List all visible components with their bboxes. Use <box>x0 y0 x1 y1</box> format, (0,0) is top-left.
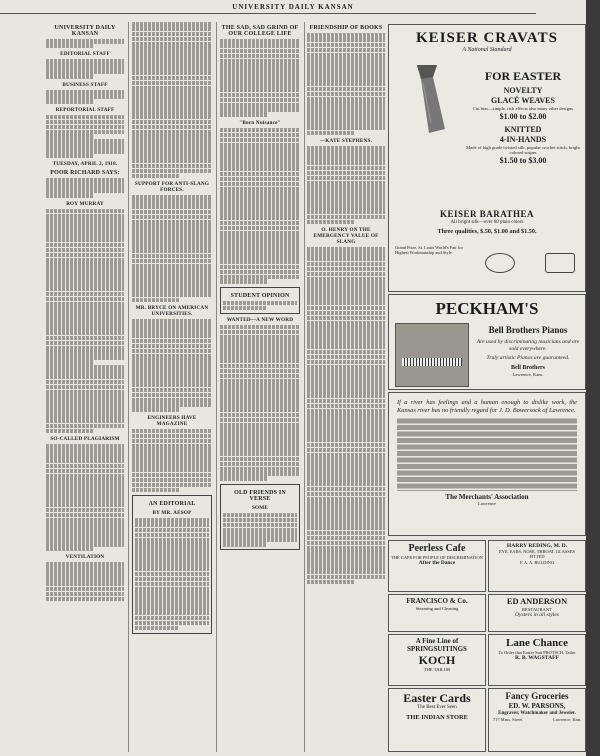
keiser-barathea: KEISER BARATHEA <box>439 209 535 219</box>
headline-ventilation: VENTILATION <box>65 554 105 561</box>
keiser-trademark-icon <box>545 253 575 273</box>
indian-store: THE INDIAN STORE <box>406 714 468 721</box>
merchants-town: Lawrence <box>477 501 497 507</box>
reding-sub: EYE, EARS, NOSE, THROAT. GLASSES FITTED <box>499 549 575 560</box>
section-business: BUSINESS STAFF <box>62 81 108 88</box>
merchants-association-ad <box>388 392 586 536</box>
peerless-cafe-ad <box>388 540 486 592</box>
keiser-glace-desc: Cut bias—simple, rich effects also many other designs <box>472 106 574 111</box>
easter-cards-ad <box>388 688 486 752</box>
keiser-dealer: Grand Prize, St. Louis World's Fair for Highest Workmanship and Style <box>395 245 463 256</box>
fancy-groceries-ad <box>488 688 586 752</box>
headline-sad-grind: THE SAD, SAD GRIND OF OUR COLLEGE LIFE <box>221 25 299 37</box>
anderson-oysters: Oysters in all styles <box>515 612 559 618</box>
column-2 <box>132 22 212 752</box>
section-editorial: EDITORIAL STAFF <box>60 51 110 58</box>
anderson-title: ED ANDERSON <box>506 597 568 606</box>
merchants-body: If a river has feelings and a human enough to dislike work, the Kansas river has no friendly regard for J. D. Bowersock of Lawrence. <box>397 399 577 414</box>
reding-ad <box>488 540 586 592</box>
editorial-box <box>132 495 212 633</box>
keiser-price-3: Three qualities, $.50, $1.00 and $1.50. <box>437 228 537 235</box>
keiser-barathea-desc: All bright silk—over 60 plain colors <box>450 220 524 225</box>
koch-tailor-ad <box>388 634 486 686</box>
parsons-name: ED. W. PARSONS, <box>508 702 566 710</box>
keiser-glace: GLACÉ WEAVES <box>491 96 555 105</box>
fancy-title: Fancy Groceries <box>505 691 569 701</box>
parsons-addr: 717 Mass. Street <box>493 717 523 723</box>
byline-kate-stephens: —KATE STEPHENS. <box>319 138 373 145</box>
easter-cards-sub: The Best Ever Seen <box>417 705 457 710</box>
headline-o-henry: O. HENRY ON THE EMERGENCY VALUE OF SLANG <box>313 227 379 246</box>
koch-sub: THE TAILOR <box>423 666 451 672</box>
keiser-sub: A National Standard <box>462 47 512 53</box>
keiser-price-2: $1.50 to $3.00 <box>499 155 547 165</box>
peerless-title: Peerless Cafe <box>408 543 466 554</box>
section-reportorial: REPORTORIAL STAFF <box>55 106 115 113</box>
keiser-knitted-desc: Made of high grade twisted silk, popular crochet stitch, bright colored stripes <box>466 144 580 156</box>
lane-chance-ad <box>488 634 586 686</box>
peckham-brand: Bell Brothers Pianos <box>488 325 568 335</box>
easter-cards-title: Easter Cards <box>403 691 471 705</box>
parsons-sub: Engraver, Watchmaker and Jeweler. <box>498 711 576 716</box>
headline-friendship-books: FRIENDSHIP OF BOOKS <box>309 25 383 31</box>
koch-name: KOCH <box>418 652 456 667</box>
column-1 <box>46 22 124 752</box>
headline-new-word: WANTED—A NEW WORD <box>226 316 294 323</box>
peckham-town: Lawrence, Kans. <box>512 371 544 377</box>
peckham-line1: Are used by discriminating musicians and are sold everywhere. <box>476 339 580 352</box>
keiser-medal-icon <box>485 253 515 273</box>
editorial-head: AN EDITORIAL <box>148 501 196 508</box>
peckham-line2: Truly artistic Pianos are guaranteed. <box>486 355 570 362</box>
headline-born-nuisance: "Born Nuisance" <box>239 119 281 126</box>
binding-edge <box>586 0 600 756</box>
peerless-line: After the Dance <box>418 560 456 567</box>
keiser-cravats-ad <box>388 24 586 292</box>
headline-engineers: ENGINEERS HAVE MAGAZINE <box>147 414 197 427</box>
headline-student-opinion: STUDENT OPINION <box>230 292 290 299</box>
headline-anti-slang: SUPPORT FOR ANTI-SLANG FORCES. <box>134 181 210 194</box>
peckham-sig: Bell Brothers <box>510 364 546 371</box>
keiser-for-easter: FOR EASTER <box>484 69 562 83</box>
keiser-novelty: NOVELTY <box>503 86 543 95</box>
francisco-ad <box>388 594 486 632</box>
column-3 <box>220 22 300 752</box>
peckham-title: PECKHAM'S <box>435 299 539 318</box>
francisco-sub: Steaming and Cleaning <box>415 606 459 611</box>
reding-name: F. A. A. RULDING <box>519 559 555 565</box>
ed-anderson-ad <box>488 594 586 632</box>
column-4 <box>307 22 385 752</box>
piano-illustration <box>395 323 469 387</box>
peckhams-ad <box>388 294 586 390</box>
verse-sub: SOME <box>251 504 269 511</box>
cravat-illustration <box>399 63 455 133</box>
lane-sub: To Order that Easter Suit PROTSCH, Tailor <box>498 650 576 655</box>
paper-name: UNIVERSITY DAILY KANSAN <box>54 25 116 37</box>
verse-box <box>220 484 300 550</box>
keiser-knitted: KNITTED <box>504 124 542 134</box>
headline-plagiarism: SO-CALLED PLAGIARISM <box>50 436 120 443</box>
parsons-town: Lawrence, Kan. <box>553 717 581 723</box>
editorial-byline: BY MR. AESOP <box>152 510 192 517</box>
peerless-sub: THE CAFE FOR PEOPLE OF DISCRIMINATION <box>391 555 483 560</box>
reding-title: HARRY REDING, M. D. <box>506 543 568 549</box>
headline-roy-murray: ROY MURRAY <box>66 200 104 207</box>
masthead-rule <box>0 13 536 14</box>
keiser-4-in-hands: 4-IN-HANDS <box>499 134 547 144</box>
lane-title: Lane Chance <box>505 637 569 649</box>
verse-head: OLD FRIENDS IN VERSE <box>234 489 286 502</box>
keiser-title: KEISER CRAVATS <box>416 30 558 46</box>
student-opinion-box <box>220 287 300 314</box>
anderson-sub: RESTAURANT <box>521 607 552 612</box>
headline-poor-richard: POOR RICHARD SAYS: <box>50 170 120 177</box>
masthead: UNIVERSITY DAILY KANSAN <box>232 3 354 11</box>
merchants-footer: The Merchants' Association <box>445 493 529 502</box>
lane-name: R. B. WAGSTAFF <box>515 655 559 662</box>
keiser-price-1: $1.00 to $2.00 <box>499 111 547 121</box>
issue-date: TUESDAY, APRIL 2, 1918. <box>52 161 118 168</box>
koch-title: A Fine Line of SPRINGSUITINGS <box>407 637 467 654</box>
headline-bryce: MR. BRYCE ON AMERICAN UNIVERSITIES. <box>135 305 209 318</box>
francisco-title: FRANCISCO & Co. <box>406 597 468 605</box>
